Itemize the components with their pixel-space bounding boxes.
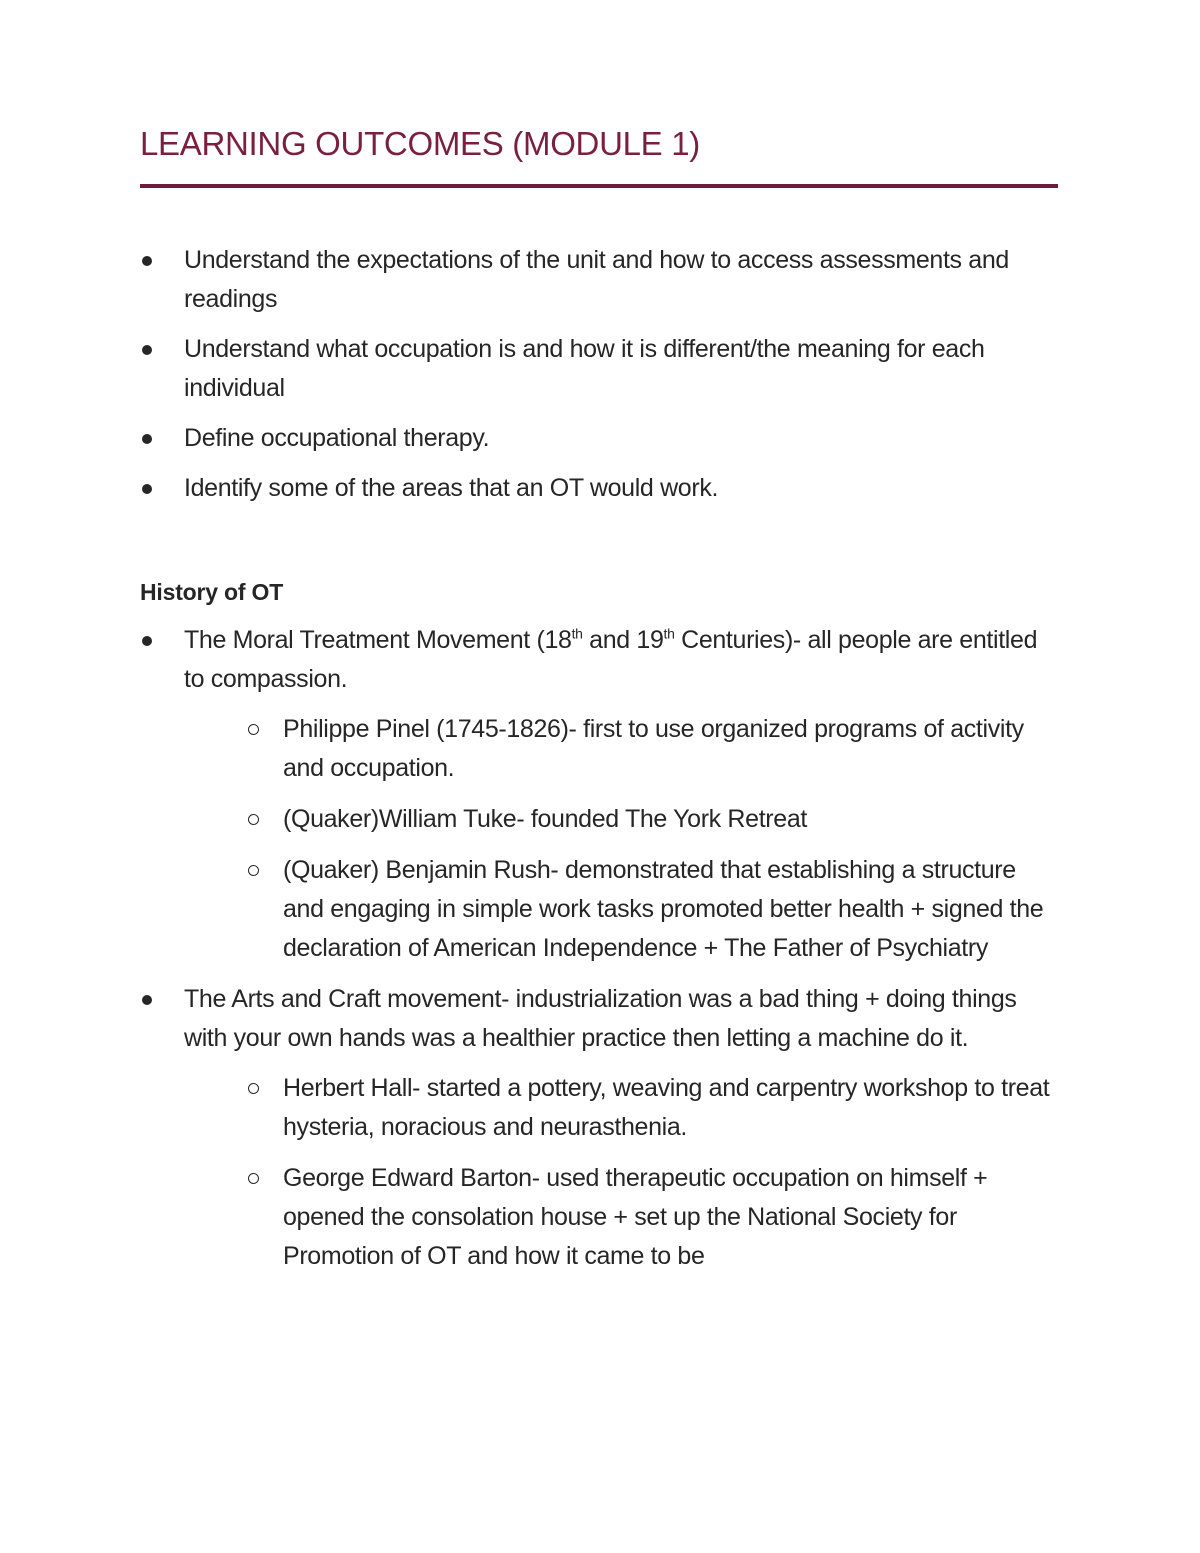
outcome-text: Understand what occupation is and how it is different/the meaning for each individual <box>184 335 985 402</box>
bullet-icon <box>142 434 152 444</box>
ordinal-suffix: th <box>571 625 583 642</box>
circle-bullet-icon <box>248 865 259 876</box>
circle-bullet-icon <box>248 1083 259 1094</box>
arts-sublist <box>248 1069 1060 1276</box>
sublist-item <box>248 800 1060 839</box>
list-item <box>140 419 1060 458</box>
subitem-text: (Quaker)William Tuke- founded The York Retreat <box>283 805 807 833</box>
ordinal-suffix: th <box>663 625 675 642</box>
bullet-icon <box>142 995 152 1005</box>
list-item-arts-and-craft <box>140 980 1060 1276</box>
moral-text-part: and 19 <box>582 626 664 654</box>
sublist-item <box>248 1159 1060 1276</box>
history-list <box>140 621 1060 1288</box>
bullet-icon <box>142 345 152 355</box>
list-item <box>140 330 1060 408</box>
moral-text-part: The Moral Treatment Movement (18 <box>184 626 572 654</box>
list-item <box>140 469 1060 508</box>
title-underline <box>140 184 1058 188</box>
subitem-text: (Quaker) Benjamin Rush- demonstrated that establishing a structure and engaging in simple work tasks promoted better health + signed the declaration of American Independence + The Father of Psychiatry <box>283 856 1044 962</box>
arts-text: The Arts and Craft movement- industrialization was a bad thing + doing things with your own hands was a healthier practice then letting a machine do it. <box>184 985 1017 1052</box>
sublist-item <box>248 851 1060 968</box>
moral-text-part: Centuries)- all people are entitled to compassion. <box>184 626 1038 693</box>
circle-bullet-icon <box>248 1173 259 1184</box>
sublist-item <box>248 1069 1060 1147</box>
section-heading-history: History of OT <box>140 579 284 605</box>
subitem-text: Philippe Pinel (1745-1826)- first to use organized programs of activity and occupation. <box>283 715 1024 782</box>
circle-bullet-icon <box>248 814 259 825</box>
subitem-text: Herbert Hall- started a pottery, weaving and carpentry workshop to treat hysteria, noracious and neurasthenia. <box>283 1074 1050 1141</box>
moral-text <box>184 626 1037 693</box>
outcome-text: Identify some of the areas that an OT would work. <box>184 474 719 502</box>
learning-outcomes-list <box>140 241 1060 519</box>
list-item-moral-treatment <box>140 621 1060 968</box>
circle-bullet-icon <box>248 724 259 735</box>
bullet-icon <box>142 636 152 646</box>
bullet-icon <box>142 256 152 266</box>
subitem-text: George Edward Barton- used therapeutic occupation on himself + opened the consolation house + set up the National Society for Promotion of OT and how it came to be <box>283 1164 988 1270</box>
bullet-icon <box>142 484 152 494</box>
moral-sublist <box>248 710 1060 968</box>
outcome-text: Define occupational therapy. <box>184 424 490 452</box>
sublist-item <box>248 710 1060 788</box>
list-item <box>140 241 1060 319</box>
page-title: LEARNING OUTCOMES (MODULE 1) <box>140 125 700 162</box>
outcome-text: Understand the expectations of the unit and how to access assessments and readings <box>184 246 1009 313</box>
